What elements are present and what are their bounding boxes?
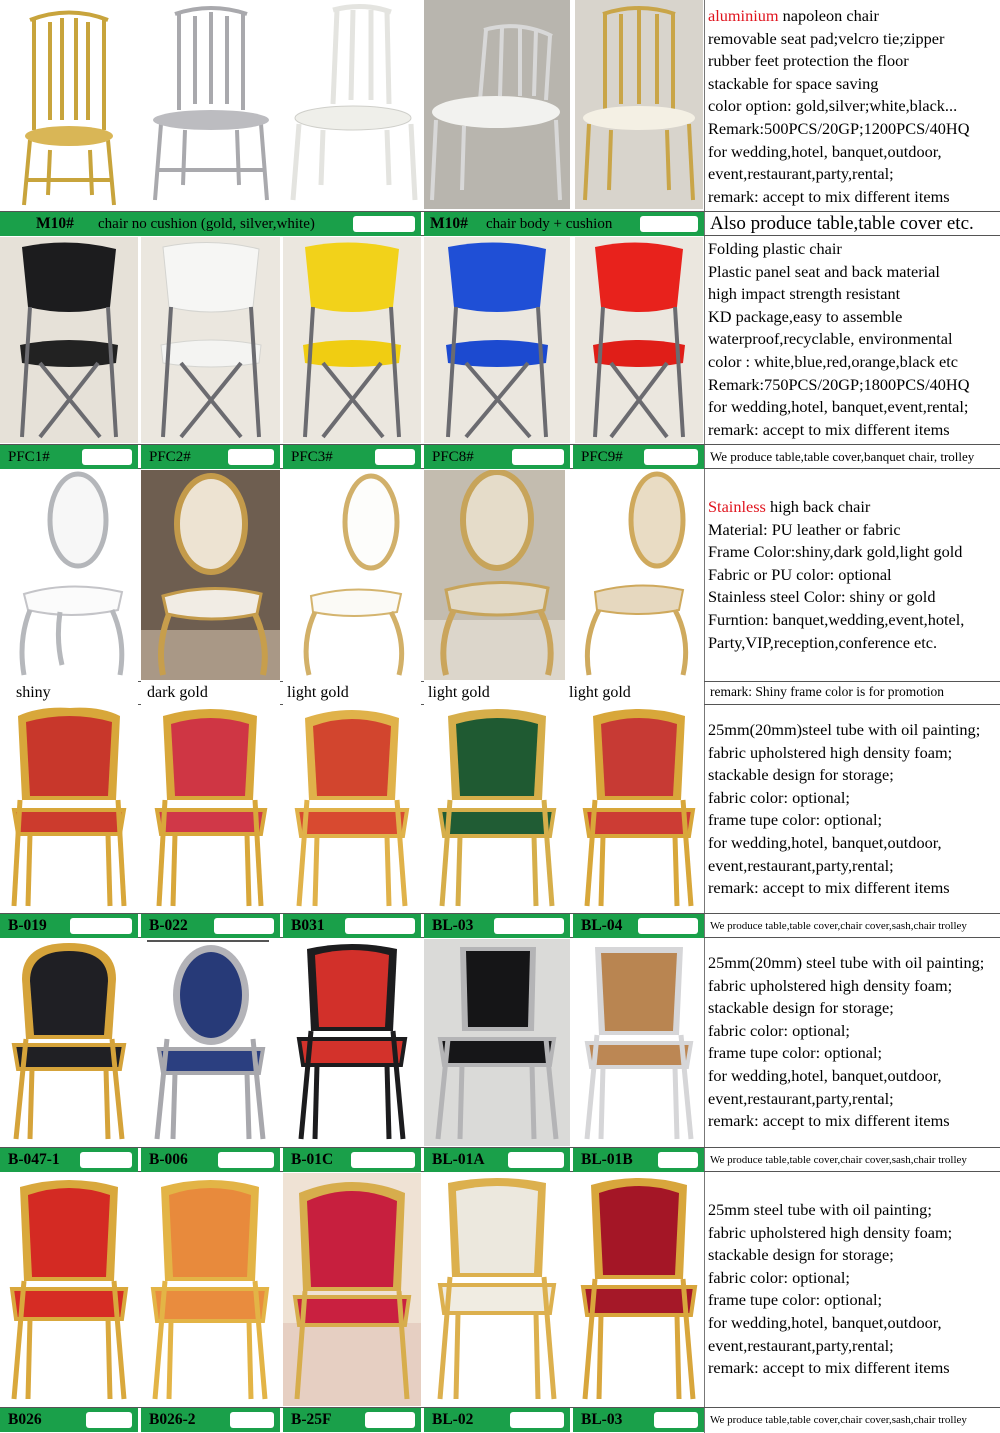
label-blank-box bbox=[80, 1152, 132, 1168]
label-blank-box bbox=[638, 918, 698, 934]
desc-line: fabric upholstered high density foam; bbox=[708, 975, 953, 995]
model-label-pfc8: PFC8# bbox=[424, 445, 570, 469]
row-note: remark: Shiny frame color is for promotion bbox=[710, 684, 944, 699]
chair-photo-bl-02 bbox=[424, 1173, 570, 1406]
desc-line: Material: PU leather or fabric bbox=[708, 519, 901, 539]
chair-photo-silver-cushion bbox=[424, 0, 570, 209]
label-blank-box bbox=[351, 1152, 415, 1168]
desc-line: Remark:750PCS/20GP;1800PCS/40HQ bbox=[708, 374, 970, 394]
desc-line: Fabric or PU color: optional bbox=[708, 564, 892, 584]
chair-photo-light-gold-pattern bbox=[424, 470, 570, 680]
banquet-chair-description bbox=[708, 719, 1000, 900]
desc-line: removable seat pad;velcro tie;zipper bbox=[708, 28, 945, 48]
chair-photo-b031 bbox=[283, 706, 421, 912]
desc-line: event,restaurant,party,rental; bbox=[708, 164, 894, 184]
chair-photo-b-006 bbox=[141, 939, 280, 1146]
desc-line: Frame Color:shiny,dark gold,light gold bbox=[708, 542, 963, 562]
chair-photo-b-047-1 bbox=[0, 939, 138, 1146]
label-blank-box bbox=[644, 449, 698, 465]
desc-line: fabric upholstered high density foam; bbox=[708, 742, 953, 762]
row-note: We produce table,table cover,chair cover,sash,chair trolley bbox=[710, 920, 967, 932]
column-divider bbox=[704, 0, 705, 1433]
stainless-chair-description bbox=[708, 496, 1000, 654]
desc-line: Folding plastic chair bbox=[708, 239, 842, 258]
chair-photo-silver-napoleon bbox=[141, 0, 280, 209]
chair-photo-black-folding bbox=[0, 237, 138, 443]
chair-photo-bl-03 bbox=[424, 706, 570, 912]
model-label-b026-2: B026-2 bbox=[141, 1408, 280, 1432]
desc-line: event,restaurant,party,rental; bbox=[708, 1088, 894, 1108]
desc-title: Stainless high back chair bbox=[708, 497, 871, 516]
model-label-b031: B031 bbox=[283, 914, 421, 938]
desc-line: for wedding,hotel, banquet,outdoor, bbox=[708, 1312, 942, 1332]
desc-line: Furntion: banquet,wedding,event,hotel, bbox=[708, 609, 965, 629]
model-label-bl-02: BL-02 bbox=[424, 1408, 570, 1432]
desc-line: rubber feet protection the floor bbox=[708, 51, 909, 71]
label-blank-box bbox=[228, 449, 274, 465]
folding-chair-description bbox=[708, 238, 1000, 441]
label-blank-box bbox=[214, 918, 274, 934]
row-note: We produce table,table cover,banquet chair, trolley bbox=[710, 449, 975, 464]
chair-photo-blue-folding bbox=[424, 237, 570, 443]
model-label-m10-cushion: M10# chair body + cushion bbox=[424, 212, 704, 236]
chair-photo-yellow-folding bbox=[283, 237, 421, 443]
desc-line: color : white,blue,red,orange,black etc bbox=[708, 351, 958, 371]
chair-photo-light-gold-stainless bbox=[283, 470, 421, 680]
model-label-pfc3: PFC3# bbox=[283, 445, 421, 469]
model-label-b-006: B-006 bbox=[141, 1148, 280, 1172]
model-label-b-25f: B-25F bbox=[283, 1408, 421, 1432]
desc-line: for wedding,hotel, banquet,outdoor, bbox=[708, 1065, 942, 1085]
desc-line: remark: accept to mix different items bbox=[708, 419, 950, 439]
desc-line: KD package,easy to assemble bbox=[708, 306, 903, 326]
chair-photo-light-gold-floral bbox=[565, 470, 703, 680]
chair-photo-gold-napoleon bbox=[0, 0, 138, 209]
chair-photo-b-019 bbox=[0, 706, 138, 912]
label-blank-box bbox=[654, 1412, 698, 1428]
chair-photo-b-01c bbox=[283, 939, 421, 1146]
model-label-b026: B026 bbox=[0, 1408, 138, 1432]
desc-line: fabric color: optional; bbox=[708, 1267, 850, 1287]
finish-label-shiny: shiny bbox=[0, 681, 138, 705]
desc-line: frame tupe color: optional; bbox=[708, 1043, 883, 1063]
chair-photo-b-022 bbox=[141, 706, 280, 912]
chair-photo-b026-2 bbox=[141, 1173, 280, 1406]
label-blank-box bbox=[640, 216, 698, 232]
desc-line: remark: accept to mix different items bbox=[708, 1358, 950, 1378]
desc-line: stackable design for storage; bbox=[708, 998, 894, 1018]
label-blank-box bbox=[494, 918, 564, 934]
model-label-pfc9: PFC9# bbox=[573, 445, 704, 469]
desc-line: fabric color: optional; bbox=[708, 787, 850, 807]
chair-photo-white-napoleon bbox=[283, 0, 421, 209]
model-label-pfc2: PFC2# bbox=[141, 445, 280, 469]
model-label-pfc1: PFC1# bbox=[0, 445, 138, 469]
model-label-b-019: B-019 bbox=[0, 914, 138, 938]
model-label-bl-04: BL-04 bbox=[573, 914, 704, 938]
chair-photo-b026 bbox=[0, 1173, 138, 1406]
desc-line: frame tupe color: optional; bbox=[708, 1290, 883, 1310]
desc-line: Stainless steel Color: shiny or gold bbox=[708, 587, 936, 607]
desc-line: Plastic panel seat and back material bbox=[708, 261, 940, 281]
chair-photo-dark-gold-stainless bbox=[141, 470, 280, 680]
label-blank-box bbox=[353, 216, 415, 232]
chair-photo-bl-03-red bbox=[575, 1173, 703, 1406]
chair-photo-white-folding bbox=[141, 237, 280, 443]
label-blank-box bbox=[510, 1412, 564, 1428]
chair-photo-bl-04 bbox=[575, 706, 703, 912]
model-label-bl-03: BL-03 bbox=[424, 914, 570, 938]
desc-line: for wedding,hotel, banquet,event,rental; bbox=[708, 397, 969, 417]
desc-line: remark: accept to mix different items bbox=[708, 878, 950, 898]
row-note: Also produce table,table cover etc. bbox=[710, 213, 974, 234]
desc-line: Party,VIP,reception,conference etc. bbox=[708, 632, 938, 652]
chair-photo-red-folding bbox=[575, 237, 703, 443]
desc-line: high impact strength resistant bbox=[708, 284, 901, 304]
label-blank-box bbox=[345, 918, 415, 934]
desc-line: event,restaurant,party,rental; bbox=[708, 1335, 894, 1355]
model-label-b-01c: B-01C bbox=[283, 1148, 421, 1172]
napoleon-chair-description bbox=[708, 5, 1000, 208]
model-label-b-047-1: B-047-1 bbox=[0, 1148, 138, 1172]
desc-line: stackable design for storage; bbox=[708, 765, 894, 785]
chair-photo-bl-01b bbox=[575, 939, 703, 1146]
desc-line: 25mm(20mm) steel tube with oil painting; bbox=[708, 953, 985, 972]
model-label-bl-01a: BL-01A bbox=[424, 1148, 570, 1172]
chair-photo-b-25f bbox=[283, 1173, 421, 1406]
desc-line: event,restaurant,party,rental; bbox=[708, 855, 894, 875]
label-blank-box bbox=[70, 918, 132, 934]
desc-line: fabric upholstered high density foam; bbox=[708, 1222, 953, 1242]
finish-label-light-gold: light gold bbox=[283, 681, 421, 705]
desc-line: frame tupe color: optional; bbox=[708, 810, 883, 830]
finish-label-light-gold: light gold bbox=[424, 681, 570, 705]
desc-line: stackable design for storage; bbox=[708, 1245, 894, 1265]
finish-label-dark-gold: dark gold bbox=[141, 681, 280, 705]
desc-line: fabric color: optional; bbox=[708, 1020, 850, 1040]
label-blank-box bbox=[365, 1412, 415, 1428]
label-blank-box bbox=[82, 449, 132, 465]
label-blank-box bbox=[508, 1152, 564, 1168]
chair-photo-gold-cushion bbox=[575, 0, 703, 209]
chair-photo-bl-01a bbox=[424, 939, 570, 1146]
label-blank-box bbox=[658, 1152, 698, 1168]
label-blank-box bbox=[86, 1412, 132, 1428]
finish-label-light-gold: light gold bbox=[565, 681, 704, 705]
desc-line: for wedding,hotel, banquet,outdoor, bbox=[708, 832, 942, 852]
desc-title: aluminium napoleon chair bbox=[708, 6, 879, 25]
label-blank-box bbox=[512, 449, 564, 465]
desc-line: 25mm(20mm)steel tube with oil painting; bbox=[708, 720, 981, 739]
desc-line: color option: gold,silver;white,black... bbox=[708, 96, 958, 116]
model-label-bl-01b: BL-01B bbox=[573, 1148, 704, 1172]
label-blank-box bbox=[218, 1152, 274, 1168]
row-note: We produce table,table cover,chair cover,sash,chair trolley bbox=[710, 1154, 967, 1166]
desc-line: Remark:500PCS/20GP;1200PCS/40HQ bbox=[708, 118, 970, 138]
banquet-chair-description-3 bbox=[708, 1199, 1000, 1380]
label-blank-box bbox=[230, 1412, 274, 1428]
desc-line: waterproof,recyclable, environmental bbox=[708, 329, 953, 349]
model-label-m10-no-cushion: M10# chair no cushion (gold, silver,white) bbox=[0, 212, 421, 236]
desc-line: remark: accept to mix different items bbox=[708, 186, 950, 206]
desc-line: stackable for space saving bbox=[708, 73, 879, 93]
chair-photo-shiny-stainless bbox=[0, 470, 138, 680]
label-blank-box bbox=[375, 449, 415, 465]
desc-line: 25mm steel tube with oil painting; bbox=[708, 1200, 932, 1219]
desc-line: remark: accept to mix different items bbox=[708, 1111, 950, 1131]
model-label-b-022: B-022 bbox=[141, 914, 280, 938]
desc-line: for wedding,hotel, banquet,outdoor, bbox=[708, 141, 942, 161]
model-label-bl-03-b: BL-03 bbox=[573, 1408, 704, 1432]
banquet-chair-description-2 bbox=[708, 952, 1000, 1133]
row-note: We produce table,table cover,chair cover,sash,chair trolley bbox=[710, 1414, 967, 1426]
